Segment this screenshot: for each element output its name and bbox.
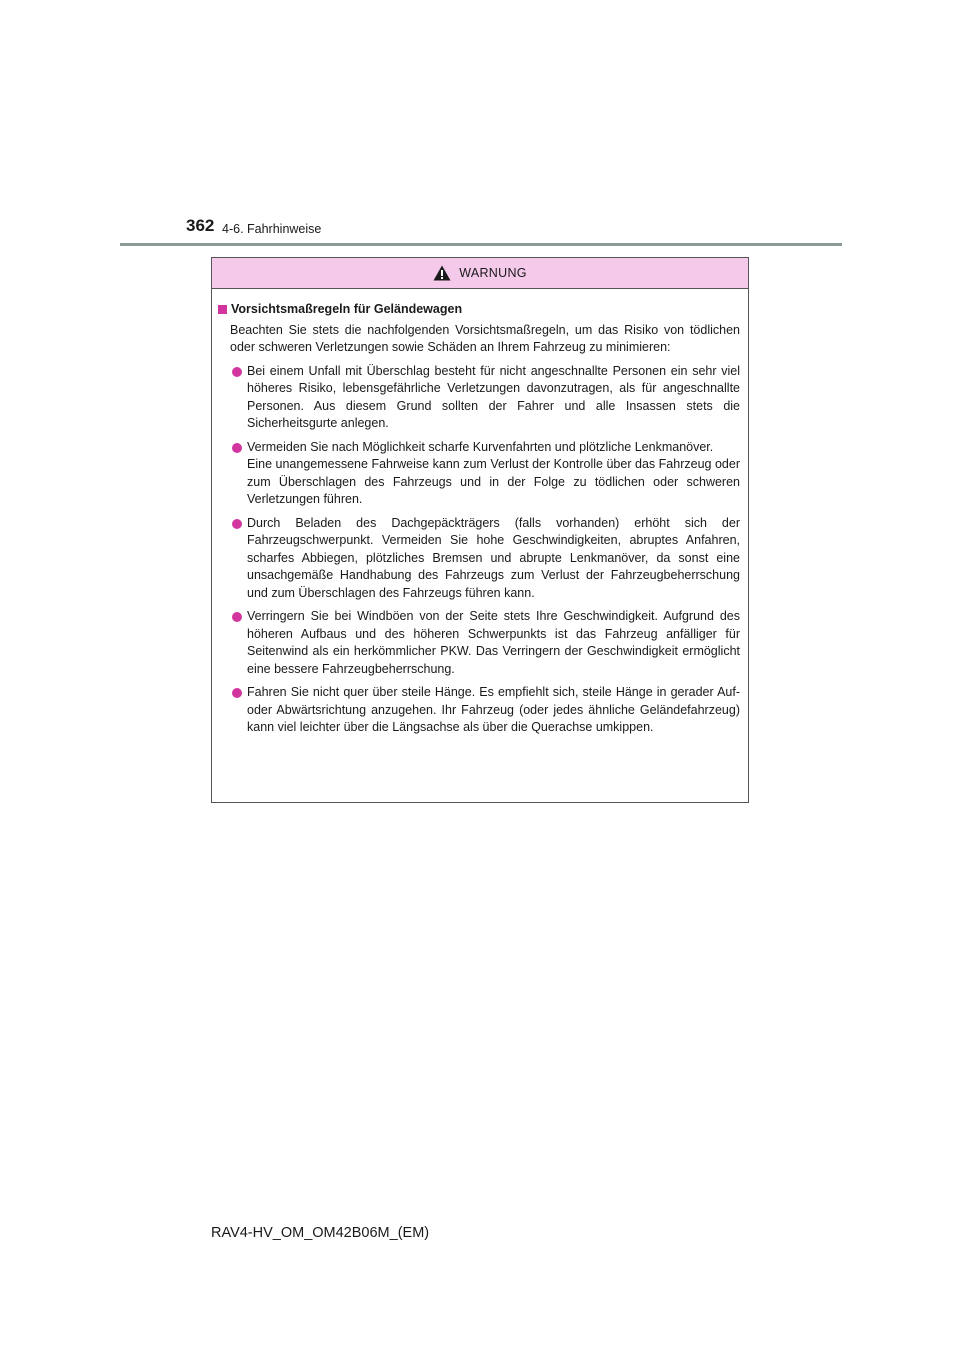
round-bullet-icon [232,443,242,453]
warning-triangle-icon [433,265,451,281]
round-bullet-icon [232,519,242,529]
warning-item-text: Fahren Sie nicht quer über steile Hänge. Es empfiehlt sich, steile Hänge in gerader Auf- oder Abwärtsrichtung anzugehen. Ihr Fahrzeug (oder jedes ähnliche Geländefahrzeug) kann viel leichter über die Längsachse als über die Querachse umkippen. [247,685,740,734]
page-number: 362 [186,216,215,235]
warning-item [218,684,740,737]
warning-body [212,289,748,737]
round-bullet-icon [232,612,242,622]
round-bullet-icon [232,367,242,377]
header-rule [120,243,842,246]
document-id: RAV4-HV_OM_OM42B06M_(EM) [211,1225,430,1241]
warning-item-text: Vermeiden Sie nach Möglichkeit scharfe Kurvenfahrten und plötzliche Lenkmanöver. [247,439,714,454]
round-bullet-icon [232,688,242,698]
warning-item [218,515,740,603]
warning-item [218,608,740,678]
section-title: 4-6. Fahrhinweise [222,222,322,236]
warning-heading [218,301,740,319]
warning-item-text: Bei einem Unfall mit Überschlag besteht für nicht angeschnallte Personen ein sehr viel höheres Risiko, lebensgefährliche Verletzungen davonzutragen, als für angeschnallte Personen. Aus diesem Grund sollten der Fahrer und alle Insassen stets die Sicherheitsgurte anlegen. [247,363,740,430]
warning-header [212,258,748,289]
warning-item-text: Durch Beladen des Dachgepäckträgers (falls vorhanden) erhöht sich der Fahrzeugschwerpunkt. Vermeiden Sie hohe Geschwindigkeiten, abruptes Anfahren, scharfes Abbiegen, plötzliches Bremsen und abrupte Lenkmanöver, da sonst eine unsachgemäße Handhabung des Fahrzeugs zum Verlust der Fahrzeugbeherrschung und zum Überschlagen des Fahrzeugs führen kann. [247,515,740,600]
warning-heading-text: Vorsichtsmaßregeln für Geländewagen [231,302,463,316]
warning-intro: Beachten Sie stets die nachfolgenden Vorsichtsmaßregeln, um das Risiko von tödlichen oder schweren Verletzungen sowie Schäden an Ihrem Fahrzeug zu minimieren: [230,322,740,354]
warning-box [211,257,749,803]
warning-item-text: Verringern Sie bei Windböen von der Seite stets Ihre Geschwindigkeit. Aufgrund des höheren Aufbaus und des höheren Schwerpunkts ist das Fahrzeug anfälliger für Seitenwind als ein herkömmlicher PKW. Das Verringern der Geschwindigkeit ermöglicht eine bessere Fahrzeugbeherrschung. [247,609,740,676]
warning-item-text: Eine unangemessene Fahrweise kann zum Verlust der Kontrolle über das Fahrzeug oder zum Überschlagen des Fahrzeugs und in der Folge zu tödlichen oder schweren Verletzungen führen. [247,457,740,506]
square-bullet-icon [218,305,227,314]
warning-item [218,439,740,509]
warning-item [218,363,740,433]
warning-label: WARNUNG [459,266,527,280]
